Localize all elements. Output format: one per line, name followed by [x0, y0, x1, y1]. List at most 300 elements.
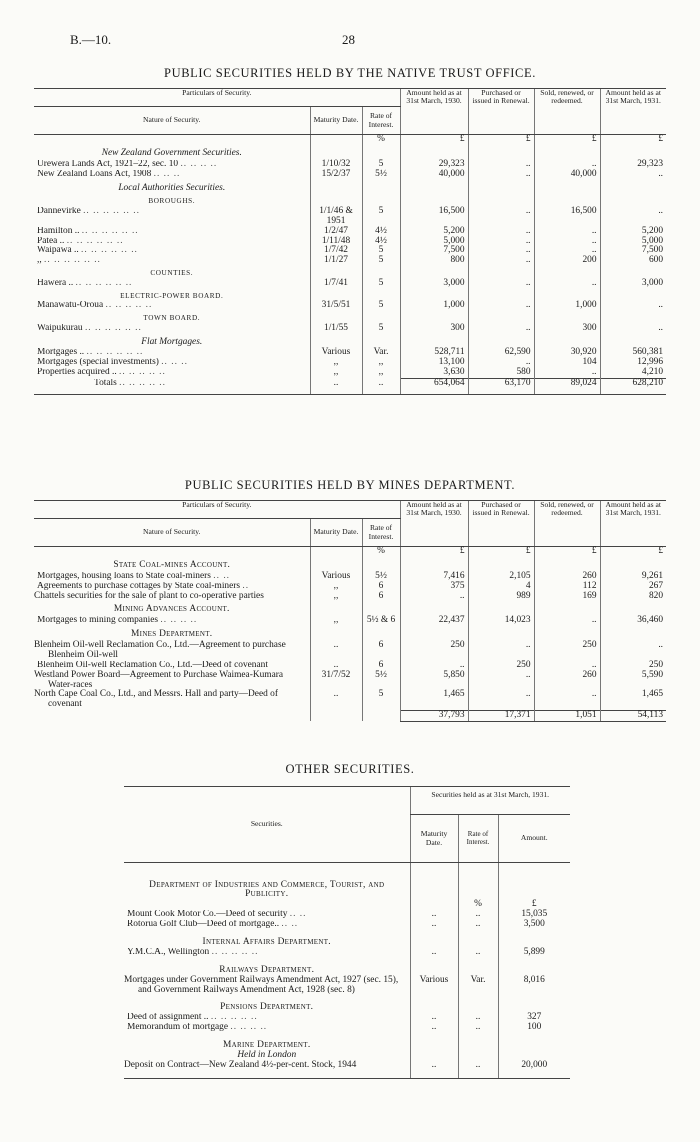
page-header [70, 32, 700, 52]
percent-unit: % [362, 547, 400, 557]
subheading-text: Mines Department. [131, 629, 213, 640]
amount-held-1931: 5,000 [600, 237, 666, 247]
amount-held-1930: 16,500 [400, 207, 468, 227]
security-name: Mortgages under Government Railways Amendment Act, 1927 (sec. 15), and Government Railways Amendment Act, 1928 (sec. 8) [124, 974, 399, 995]
subheading-text: Mining Advances Account. [113, 604, 230, 615]
report-reference: B.—10. [70, 32, 112, 47]
interest-rate: 5½ & 6 [362, 616, 400, 626]
interest-rate: 6 [362, 661, 400, 671]
security-cell [34, 227, 310, 237]
empty-cell [468, 334, 534, 349]
table-row [124, 1061, 570, 1071]
amount-purchased: .. [468, 671, 534, 691]
security-cell [34, 616, 310, 626]
interest-rate: 5 [362, 301, 400, 311]
security-cell [34, 379, 310, 389]
empty-cell [400, 601, 468, 616]
amount-held-1930: 654,064 [400, 379, 468, 389]
section-subheading [124, 930, 570, 948]
leader-dots: .. .. .. [161, 358, 188, 368]
subheading-text: Railways Department. [219, 964, 315, 975]
amount-sold: 200 [534, 256, 600, 266]
security-name: Blenheim Oil-well Reclamation Co., Ltd.—Deed of covenant [37, 660, 268, 670]
amount-held-1930: 37,793 [400, 710, 468, 721]
amount-purchased: 580 [468, 368, 534, 378]
empty-cell [458, 1071, 498, 1079]
table-row [34, 572, 666, 582]
native-trust-table [34, 88, 666, 395]
amount-held-1930: 7,416 [400, 572, 468, 582]
header-held-as-at: Securities held as at 31st March, 1931. [410, 787, 570, 815]
mines-title: PUBLIC SECURITIES HELD BY MINES DEPARTMENT. [184, 478, 516, 492]
empty-cell [458, 873, 498, 901]
subheading-text: Pensions Department. [220, 1002, 314, 1013]
empty-cell [362, 311, 400, 324]
interest-rate: 6 [362, 582, 400, 592]
percent-unit: % [362, 135, 400, 145]
section-subheading [124, 958, 570, 976]
maturity-date: ,, [310, 592, 362, 602]
section-subheading [34, 289, 666, 302]
maturity-date: .. [310, 641, 362, 661]
pound-unit: £ [400, 547, 468, 557]
interest-rate: .. [458, 910, 498, 920]
empty-cell [400, 311, 468, 324]
amount: 20,000 [498, 1061, 570, 1071]
table-row [34, 592, 666, 602]
pound-unit: £ [534, 135, 600, 145]
empty-cell [410, 995, 458, 1013]
interest-rate: 6 [362, 641, 400, 661]
security-name: Dannevirke [37, 206, 81, 216]
empty-cell [534, 180, 600, 195]
table-row [34, 256, 666, 266]
native-trust-title: PUBLIC SECURITIES HELD BY THE NATIVE TRUST OFFICE. [164, 66, 536, 80]
empty-cell [400, 334, 468, 349]
security-cell [34, 279, 310, 289]
maturity-date: 1/1/27 [310, 256, 362, 266]
maturity-date: Various [310, 348, 362, 358]
empty-cell [534, 601, 600, 616]
amount-sold: 250 [534, 641, 600, 661]
amount-purchased: 250 [468, 661, 534, 671]
table-row [124, 976, 570, 996]
security-name: Urewera Lands Act, 1921–22, sec. 10 [37, 159, 179, 169]
amount-held-1931: 628,210 [600, 379, 666, 389]
empty-cell [124, 900, 410, 910]
table-row [34, 170, 666, 180]
empty-cell [362, 557, 400, 572]
table-row [124, 1023, 570, 1033]
header-maturity: Maturity Date. [310, 519, 362, 547]
empty-cell [310, 180, 362, 195]
empty-cell [600, 145, 666, 160]
subheading-text: Department of Industries and Commerce, Tourist, and Publicity. [149, 879, 385, 900]
interest-rate: Var. [362, 348, 400, 358]
interest-rate: .. [458, 948, 498, 958]
security-cell [34, 641, 310, 661]
amount-held-1930: .. [400, 592, 468, 602]
units-row [34, 547, 666, 557]
pound-unit: £ [600, 547, 666, 557]
interest-rate: Var. [458, 976, 498, 996]
leader-dots: .. .. .. .. .. .. [83, 206, 140, 216]
amount-sold: .. [534, 237, 600, 247]
empty-cell [534, 266, 600, 279]
subheading-text: Flat Mortgages. [141, 336, 203, 347]
empty-cell [458, 995, 498, 1013]
security-name: Chattels securities for the sale of plant to co-operative parties [34, 590, 264, 601]
amount-purchased: .. [468, 207, 534, 227]
table-row [34, 246, 666, 256]
empty-cell [458, 930, 498, 948]
table-row [124, 948, 570, 958]
security-name: Mortgages to mining companies [37, 616, 159, 626]
pound-unit: £ [468, 135, 534, 145]
empty-cell [362, 626, 400, 641]
leader-dots: .. .. .. .. [230, 1023, 268, 1033]
section-subheading [124, 995, 570, 1013]
maturity-date: 1/7/42 [310, 246, 362, 256]
leader-dots: .. .. .. .. [160, 616, 198, 626]
leader-dots: .. .. .. .. .. .. [44, 256, 101, 266]
amount-held-1931: 560,381 [600, 348, 666, 358]
security-name: Deposit on Contract—New Zealand 4½-per-cent. Stock, 1944 [124, 1059, 357, 1070]
section-subheading [34, 266, 666, 279]
empty-cell [400, 389, 468, 395]
subheading-text: New Zealand Government Securities. [101, 147, 242, 158]
table-row [34, 324, 666, 334]
amount-held-1931: 820 [600, 592, 666, 602]
amount-purchased: .. [468, 301, 534, 311]
subheading-text: Local Authorities Securities. [118, 182, 226, 193]
empty-cell [498, 930, 570, 948]
table-row [124, 920, 570, 930]
amount-sold: .. [534, 246, 600, 256]
empty-cell [310, 145, 362, 160]
empty-cell [310, 601, 362, 616]
interest-rate: .. [458, 1061, 498, 1071]
table-row [34, 358, 666, 368]
table-row [34, 348, 666, 358]
empty-cell [310, 557, 362, 572]
leader-dots: .. .. .. [153, 169, 181, 179]
amount-held-1931: 600 [600, 256, 666, 266]
interest-rate: 6 [362, 592, 400, 602]
amount-purchased: 17,371 [468, 710, 534, 721]
security-name: Agreements to purchase cottages by State coal-miners [37, 581, 241, 591]
amount-purchased: .. [468, 170, 534, 180]
amount-held-1931: 5,200 [600, 227, 666, 237]
interest-rate: .. [458, 1013, 498, 1023]
amount: 8,016 [498, 976, 570, 996]
mines-table [34, 500, 666, 722]
header-held-1930: Amount held as at 31st March, 1930. [400, 501, 468, 547]
empty-cell [310, 334, 362, 349]
empty-cell [310, 626, 362, 641]
security-cell [34, 358, 310, 368]
pound-unit: £ [498, 900, 570, 910]
security-name: Manawatu-Oroua [37, 301, 104, 311]
amount-sold: 260 [534, 572, 600, 582]
empty-cell [468, 289, 534, 302]
security-name: Waipukurau [37, 323, 83, 333]
security-name: Rotorua Golf Club—Deed of mortgage.. [127, 920, 280, 930]
security-cell [34, 690, 310, 710]
security-cell [124, 920, 410, 930]
maturity-date: ,, [310, 616, 362, 626]
amount-held-1930: 5,200 [400, 227, 468, 237]
empty-cell [534, 557, 600, 572]
table-row [34, 368, 666, 378]
empty-cell [468, 145, 534, 160]
header-rate: Rate of Interest. [458, 815, 498, 863]
empty-cell [362, 266, 400, 279]
mines-body [34, 547, 666, 722]
totals-row [34, 379, 666, 389]
empty-cell [534, 145, 600, 160]
security-name: Hawera .. [37, 278, 74, 288]
amount: 5,899 [498, 948, 570, 958]
amount-purchased: .. [468, 358, 534, 368]
amount-sold: 300 [534, 324, 600, 334]
security-cell [124, 976, 410, 996]
maturity-date: .. [410, 1061, 458, 1071]
amount-held-1930: .. [400, 661, 468, 671]
interest-rate: ,, [362, 368, 400, 378]
empty-cell [498, 995, 570, 1013]
leader-dots: .. .. .. .. [180, 159, 218, 169]
amount-purchased: .. [468, 160, 534, 170]
maturity-date: 1/11/48 [310, 237, 362, 247]
empty-cell [468, 389, 534, 395]
security-cell [34, 324, 310, 334]
amount-sold: .. [534, 616, 600, 626]
empty-cell [400, 626, 468, 641]
leader-dots: .. .. .. .. .. [210, 1013, 258, 1023]
header-particulars: Particulars of Security. [34, 501, 400, 519]
leader-dots: .. .. .. .. .. .. [81, 226, 139, 236]
empty-cell [600, 311, 666, 324]
interest-rate: 5 [362, 324, 400, 334]
header-held-1931: Amount held as at 31st March, 1931. [600, 89, 666, 135]
empty-cell [498, 958, 570, 976]
header-sold: Sold, renewed, or redeemed. [534, 501, 600, 547]
leader-dots: .. .. .. .. .. [119, 368, 166, 378]
header-nature: Nature of Security. [34, 107, 310, 135]
amount-purchased: 14,023 [468, 616, 534, 626]
maturity-date: ,, [310, 582, 362, 592]
section-subheading [34, 311, 666, 324]
closing-rule [34, 389, 666, 395]
security-name: Y.M.C.A., Wellington [127, 947, 210, 957]
security-name: Mortgages .. [37, 348, 85, 358]
other-securities-body [124, 863, 570, 1079]
security-name: New Zealand Loans Act, 1908 [37, 169, 152, 179]
section-subheading [34, 601, 666, 616]
interest-rate: 5½ [362, 572, 400, 582]
maturity-date: .. [410, 920, 458, 930]
empty-cell [362, 334, 400, 349]
amount-held-1930: 250 [400, 641, 468, 661]
empty-cell [468, 311, 534, 324]
maturity-date: 1/7/41 [310, 279, 362, 289]
amount-sold: 16,500 [534, 207, 600, 227]
section-subheading [34, 180, 666, 195]
amount-held-1931: 36,460 [600, 616, 666, 626]
subheading-text: State Coal-mines Account. [113, 559, 231, 570]
security-name: Memorandum of mortgage [127, 1023, 229, 1033]
empty-cell [410, 1033, 458, 1051]
maturity-date: ,, [310, 368, 362, 378]
leader-dots: .. [242, 581, 250, 591]
amount-held-1930: 375 [400, 582, 468, 592]
header-held-1931: Amount held as at 31st March, 1931. [600, 501, 666, 547]
amount-purchased: .. [468, 227, 534, 237]
security-name: Patea .. [37, 236, 65, 246]
leader-dots: .. .. .. .. .. .. [86, 348, 144, 358]
subheading-text: COUNTIES. [150, 269, 194, 278]
units-row [34, 135, 666, 145]
security-name: Deed of assignment .. [127, 1013, 209, 1023]
empty-cell [400, 145, 468, 160]
empty-cell [498, 1071, 570, 1079]
security-name: North Cape Coal Co., Ltd., and Messrs. Hall and party—Deed of covenant [34, 689, 278, 710]
empty-cell [468, 180, 534, 195]
empty-cell [362, 145, 400, 160]
security-name: Totals [94, 378, 117, 388]
amount-sold: 112 [534, 582, 600, 592]
amount-held-1931: 9,261 [600, 572, 666, 582]
empty-cell [362, 389, 400, 395]
security-name: Properties acquired .. [37, 368, 117, 378]
interest-rate: 5 [362, 246, 400, 256]
leader-dots: .. .. .. .. .. .. [75, 278, 133, 288]
security-name: Mortgages (special investments) [37, 358, 159, 368]
spacer-row [124, 863, 570, 873]
header-sold: Sold, renewed, or redeemed. [534, 89, 600, 135]
amount-held-1931: 7,500 [600, 246, 666, 256]
empty-cell [410, 873, 458, 901]
native-trust-body [34, 135, 666, 395]
table-row [34, 690, 666, 710]
amount-sold: 89,024 [534, 379, 600, 389]
other-securities-table [124, 786, 570, 1079]
maturity-date: .. [410, 910, 458, 920]
amount-purchased: 989 [468, 592, 534, 602]
amount: 15,035 [498, 910, 570, 920]
table-row [34, 227, 666, 237]
amount-held-1930: 1,000 [400, 301, 468, 311]
amount-held-1930: 5,850 [400, 671, 468, 691]
empty-cell [400, 266, 468, 279]
maturity-date: 1/10/32 [310, 160, 362, 170]
empty-cell [468, 557, 534, 572]
amount-held-1930: 300 [400, 324, 468, 334]
header-rate: Rate of Interest. [362, 107, 400, 135]
security-cell [34, 368, 310, 378]
empty-cell [362, 180, 400, 195]
maturity-date: 1/1/46 & 1951 [310, 207, 362, 227]
maturity-date: .. [310, 661, 362, 671]
security-name: Waipawa .. [37, 246, 79, 256]
amount-sold: .. [534, 368, 600, 378]
header-maturity: Maturity Date. [310, 107, 362, 135]
table-row [34, 279, 666, 289]
interest-rate: 5 [362, 207, 400, 227]
subheading-text: Marine Department. [222, 1040, 311, 1050]
empty-cell [410, 1071, 458, 1079]
percent-unit: % [458, 900, 498, 910]
security-cell [34, 301, 310, 311]
subheading-text: BOROUGHS. [148, 197, 196, 206]
amount-held-1931: .. [600, 641, 666, 661]
interest-rate: 5 [362, 256, 400, 266]
section-subheading [34, 145, 666, 160]
table-row [34, 671, 666, 691]
amount-held-1930: 40,000 [400, 170, 468, 180]
table-row [34, 641, 666, 661]
header-rate: Rate of Interest. [362, 519, 400, 547]
interest-rate [362, 710, 400, 721]
header-purchased: Purchased or issued in Renewal. [468, 501, 534, 547]
empty-cell [600, 389, 666, 395]
maturity-date: 1/1/55 [310, 324, 362, 334]
interest-rate: .. [362, 379, 400, 389]
closing-rule [124, 1071, 570, 1079]
empty-cell [458, 1033, 498, 1051]
pound-unit: £ [534, 547, 600, 557]
security-name: ,, [37, 256, 42, 266]
table-row [34, 301, 666, 311]
empty-cell [600, 289, 666, 302]
maturity-date: .. [310, 690, 362, 710]
security-name: Westland Power Board—Agreement to Purchase Waimea-Kumara Water-races [34, 669, 284, 690]
maturity-date: .. [410, 1023, 458, 1033]
amount-held-1930: 22,437 [400, 616, 468, 626]
security-cell [34, 671, 310, 691]
amount-held-1930: 3,630 [400, 368, 468, 378]
amount-held-1930: 29,323 [400, 160, 468, 170]
amount-sold: 260 [534, 671, 600, 691]
amount-held-1931: 1,465 [600, 690, 666, 710]
amount-sold: 169 [534, 592, 600, 602]
amount-held-1931: .. [600, 301, 666, 311]
empty-cell [600, 180, 666, 195]
amount-purchased: .. [468, 690, 534, 710]
empty-cell [498, 1033, 570, 1051]
leader-dots: .. .. .. .. .. .. [84, 323, 142, 333]
empty-cell [600, 626, 666, 641]
empty-cell [310, 389, 362, 395]
security-cell [34, 207, 310, 227]
table-row [124, 1013, 570, 1023]
empty-cell [600, 334, 666, 349]
table-row [34, 616, 666, 626]
maturity-date: .. [410, 948, 458, 958]
security-cell [34, 572, 310, 582]
security-cell [34, 710, 310, 721]
security-cell [34, 592, 310, 602]
subheading-text: Internal Affairs Department. [202, 937, 331, 947]
amount-purchased: 63,170 [468, 379, 534, 389]
security-name: Blenheim Oil-well Reclamation Co., Ltd.—Agreement to purchase Blenheim Oil-well [34, 640, 286, 660]
pound-unit: £ [600, 135, 666, 145]
subheading-text: ELECTRIC-POWER BOARD. [120, 291, 224, 300]
security-cell [124, 948, 410, 958]
subheading-text: Held in London [237, 1049, 297, 1060]
totals-row [34, 710, 666, 721]
